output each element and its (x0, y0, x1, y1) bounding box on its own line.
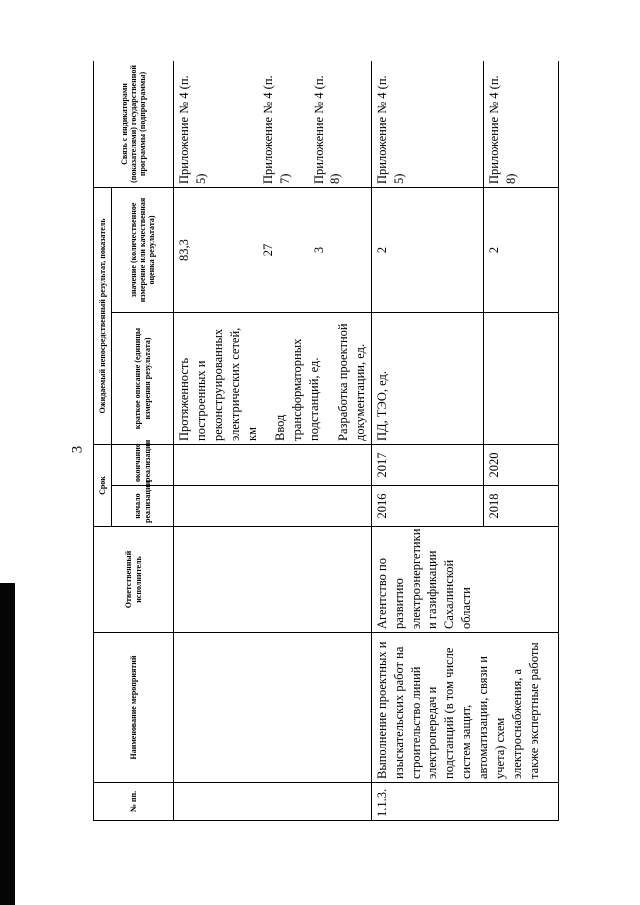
result-value-2: 27 (260, 243, 275, 257)
result-desc-3: Разработка проектной документации, ед. (336, 323, 367, 441)
table-row (371, 61, 483, 821)
end-year-1: 2017 (371, 445, 483, 486)
link-3: Приложение № 4 (п. 8) (311, 75, 343, 184)
table-row (174, 61, 372, 821)
cell-empty (174, 486, 372, 527)
start-year-2: 2018 (483, 486, 558, 527)
result-value-5: 2 (483, 187, 558, 312)
end-year-2: 2020 (483, 445, 558, 486)
link-5: Приложение № 4 (п. 8) (483, 61, 558, 187)
header-end: окончание реализации (112, 445, 174, 486)
link-cell (174, 61, 372, 187)
start-year-1: 2016 (371, 486, 483, 527)
header-name: Наименование мероприятий (94, 633, 174, 783)
activity-num: 1.1.3. (371, 783, 558, 821)
activities-table (93, 61, 640, 821)
header-num: № пп. (94, 783, 174, 821)
result-desc-1: Протяженность построенных и реконструированных электрических сетей, км (177, 327, 259, 441)
cell-empty (174, 527, 372, 633)
result-value-cell (174, 187, 372, 312)
header-result-value: значение (количественное измерение или качественная оценка результата) (112, 187, 174, 312)
activity-executor: Агентство по развитию электроэнергетики и газификации Сахалинской области (371, 527, 558, 633)
result-desc-4: ПД, ТЭО, ед. (371, 313, 483, 445)
header-result: Ожидаемый непосредственный результат, показатель (94, 187, 112, 444)
result-value-4: 2 (371, 187, 483, 312)
result-desc-cell (174, 313, 372, 445)
link-2: Приложение № 4 (п. 7) (260, 75, 292, 184)
header-result-desc: краткое описание (единицы измерения результата) (112, 313, 174, 445)
page-number: 3 (69, 445, 86, 454)
link-1: Приложение № 4 (п. 5) (177, 75, 208, 184)
rotated-page (93, 61, 640, 821)
cell-empty (174, 783, 372, 821)
result-value-3: 3 (311, 246, 326, 254)
header-executor: Ответственный исполнитель (94, 527, 174, 633)
header-term: Срок (94, 445, 112, 527)
link-4: Приложение № 4 (п. 5) (371, 61, 483, 187)
cell-empty (174, 445, 372, 486)
result-desc-2: Ввод трансформаторных подстанций, ед. (273, 338, 322, 441)
result-value-1: 83,3 (177, 239, 191, 261)
scan-edge (0, 583, 15, 905)
cell-empty (174, 633, 372, 783)
result-desc-5 (483, 313, 558, 445)
activity-name: Выполнение проектных и изыскательских работ на строительство линий электропередач и подстанций (в том числе систем защит, автоматизации, связи и учета) схем электроснабжения, а также экспертные работы (371, 633, 558, 783)
header-start: начало реализации (112, 486, 174, 527)
header-link: Связь с индикаторами (показателями) государственной программы (подпрограммы) (94, 61, 174, 187)
